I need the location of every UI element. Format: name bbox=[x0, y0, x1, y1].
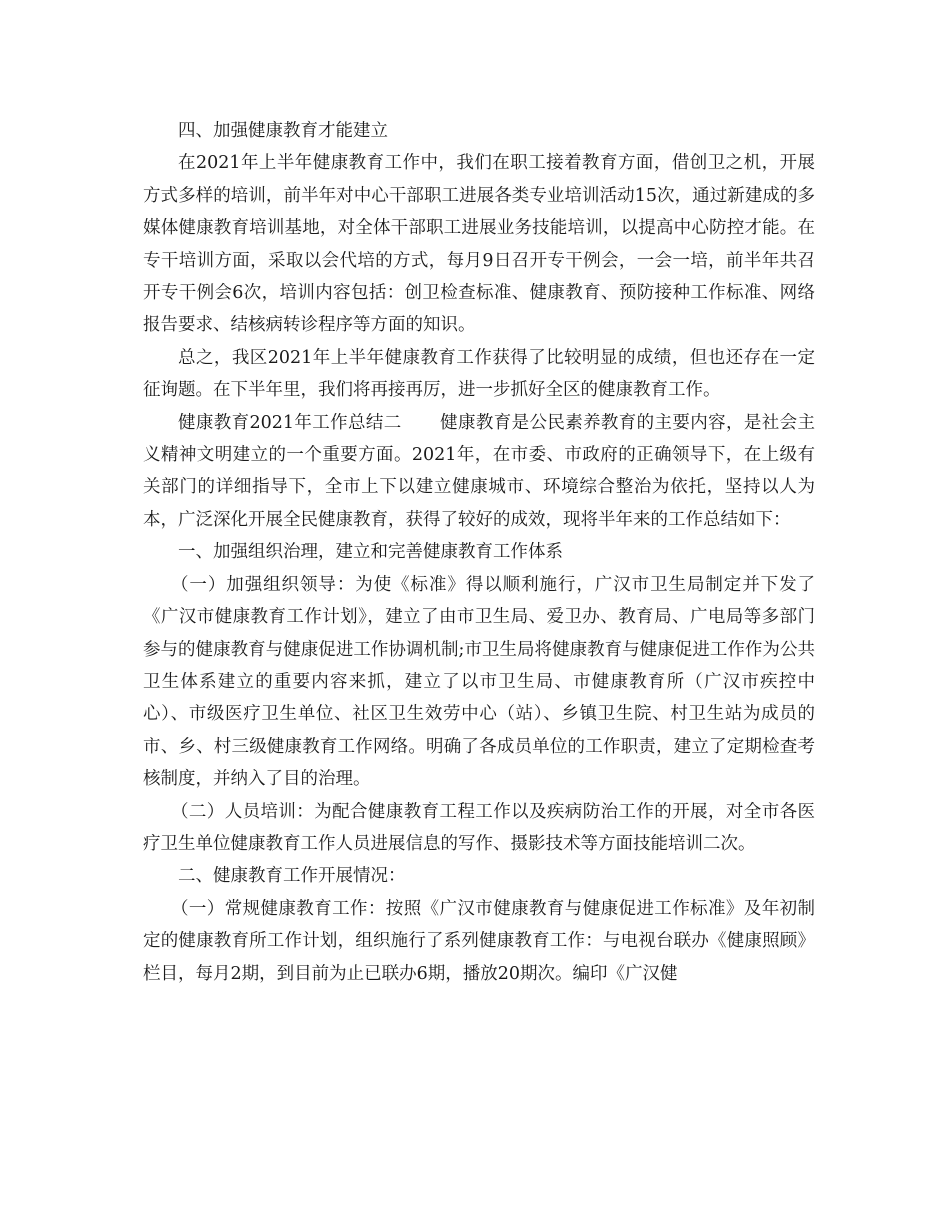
paragraph-routine-work: （一）常规健康教育工作：按照《广汉市健康教育与健康促进工作标准》及年初制定的健康教育所工作计划，组织施行了系列健康教育工作：与电视台联办《健康照顾》栏目，每月2期，到目前为止已联办6期，播放20期次。编印《广汉健 bbox=[143, 898, 815, 984]
paragraph-report-two bbox=[143, 407, 815, 537]
paragraph-staff-training: （二）人员培训：为配合健康教育工程工作以及疾病防治工作的开展，对全市各医疗卫生单位健康教育工作人员进展信息的写作、摄影技术等方面技能培训二次。 bbox=[143, 801, 815, 854]
report-two-title: 健康教育2021年工作总结二 bbox=[178, 412, 402, 433]
paragraph-organization: （一）加强组织领导：为使《标准》得以顺利施行，广汉市卫生局制定并下发了《广汉市健康教育工作计划》，建立了由市卫生局、爱卫办、教育局、广电局等多部门参与的健康教育与健康促进工作协调机制;市卫生局将健康教育与健康促进工作作为公共卫生体系建立的重要内容来抓，建立了以市卫生局、市健康教育所（广汉市疾控中心）、市级医疗卫生单位、社区卫生效劳中心（站）、乡镇卫生院、村卫生站为成员的市、乡、村三级健康教育工作网络。明确了各成员单位的工作职责，建立了定期检查考核制度，并纳入了目的治理。 bbox=[143, 574, 815, 790]
section-heading-4: 四、加强健康教育才能建立 bbox=[178, 121, 388, 141]
section-heading-1: 一、加强组织治理，建立和完善健康教育工作体系 bbox=[178, 542, 563, 563]
paragraph-training: 在2021年上半年健康教育工作中，我们在职工接着教育方面，借创卫之机，开展方式多样的培训，前半年对中心干部职工进展各类专业培训活动15次，通过新建成的多媒体健康教育培训基地，对全体干部职工进展业务技能培训，以提高中心防控才能。在专干培训方面，采取以会代培的方式，每月9日召开专干例会，一会一培，前半年共召开专干例会6次，培训内容包括：创卫检查标准、健康教育、预防接种工作标准、网络报告要求、结核病转诊程序等方面的知识。 bbox=[143, 153, 815, 336]
section-heading-2: 二、健康教育工作开展情况： bbox=[178, 866, 406, 887]
paragraph-summary: 总之，我区2021年上半年健康教育工作获得了比较明显的成绩，但也还存在一定征询题。在下半年里，我们将再接再厉，进一步抓好全区的健康教育工作。 bbox=[143, 347, 815, 401]
document-body bbox=[143, 115, 815, 990]
report-two-intro: 健康教育是公民素养教育的主要内容，是社会主义精神文明建立的一个重要方面。2021年，在市委、市政府的正确领导下，在上级有关部门的详细指导下，全市上下以建立健康城市、环境综合整治为依托，坚持以人为本，广泛深化开展全民健康教育，获得了较好的成效，现将半年来的工作总结如下： bbox=[143, 412, 815, 530]
